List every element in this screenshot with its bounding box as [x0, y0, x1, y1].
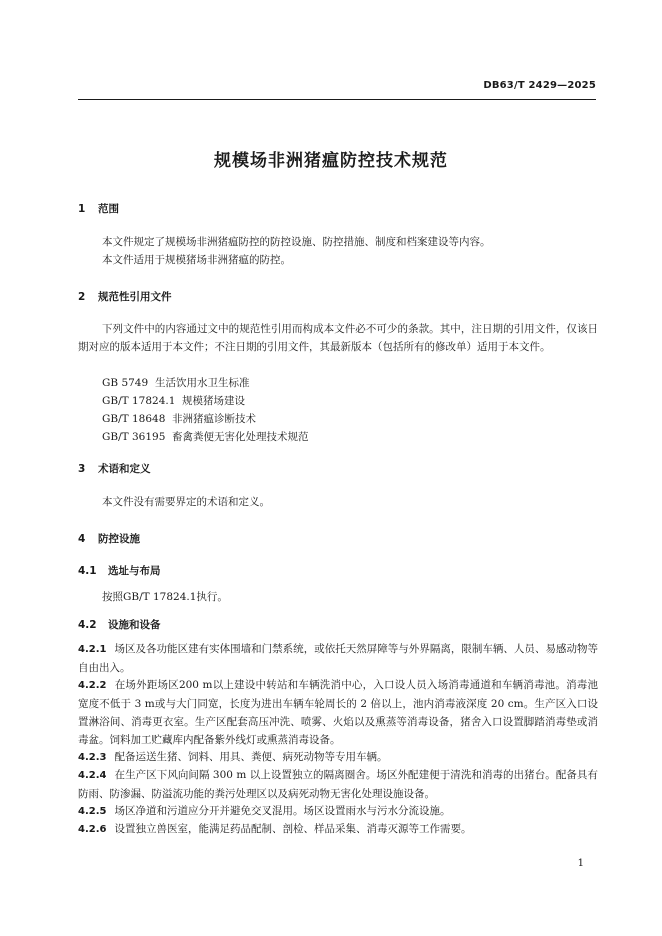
clause-4-2-3 — [78, 748, 598, 767]
clause-number: 4.2.3 — [78, 752, 107, 763]
paragraph-site-layout: 按照GB/T 17824.1执行。 — [102, 591, 228, 603]
subsection-heading-4-2 — [78, 617, 161, 632]
section-number: 3 — [78, 463, 86, 475]
reference-code: GB/T 36195 — [102, 431, 166, 443]
paragraph-scope-2: 本文件适用于规模猪场非洲猪瘟的防控。 — [102, 254, 291, 266]
section-number: 1 — [78, 203, 86, 215]
section-heading-2 — [78, 289, 172, 304]
reference-item — [102, 392, 245, 410]
section-heading-1 — [78, 201, 119, 216]
section-number: 4.1 — [78, 565, 97, 577]
clause-number: 4.2.2 — [78, 680, 107, 691]
section-title: 规范性引用文件 — [98, 291, 172, 303]
clause-text: 配备运送生猪、饲料、用具、粪便、病死动物等专用车辆。 — [114, 751, 388, 763]
reference-code: GB 5749 — [102, 377, 149, 389]
reference-item — [102, 374, 250, 392]
clause-number: 4.2.5 — [78, 806, 107, 817]
reference-code: GB/T 18648 — [102, 413, 166, 425]
reference-code: GB/T 17824.1 — [102, 395, 176, 407]
clause-text: 场区净道和污道应分开并避免交叉混用。场区设置雨水与污水分流设施。 — [114, 805, 451, 817]
clause-4-2-4 — [78, 766, 598, 803]
header-divider — [78, 99, 596, 100]
reference-name: 畜禽粪便无害化处理技术规范 — [172, 431, 309, 443]
clause-4-2-2 — [78, 676, 598, 749]
section-number: 4 — [78, 533, 86, 545]
clause-text: 场区及各功能区建有实体围墙和门禁系统，或依托天然屏障等与外界隔离，限制车辆、人员、易感动物等自由出入。 — [78, 643, 598, 674]
clause-4-2-5 — [78, 802, 598, 821]
clause-number: 4.2.6 — [78, 824, 107, 835]
clause-4-2-1 — [78, 640, 598, 677]
section-title: 范围 — [98, 203, 119, 215]
document-code: DB63/T 2429—2025 — [483, 80, 596, 91]
reference-item — [102, 410, 256, 428]
section-number: 2 — [78, 291, 86, 303]
paragraph-scope-1: 本文件规定了规模场非洲猪瘟防控的防控设施、防控措施、制度和档案建设等内容。 — [102, 236, 491, 248]
section-title: 防控设施 — [98, 533, 140, 545]
reference-name: 生活饮用水卫生标准 — [155, 377, 250, 389]
clause-text: 设置独立兽医室，能满足药品配制、剖检、样品采集、消毒灭源等工作需要。 — [114, 823, 472, 835]
clause-text: 在场外距场区200 m以上建设中转站和车辆洗消中心，入口设人员入场消毒通道和车辆消毒池。消毒池宽度不低于 3 m或与大门同宽，长度为进出车辆车轮周长的 2 倍以上，池内消毒液深度 20 cm。生产区入口设置淋浴间、消毒更衣室。生产区配套高压冲洗、喷雾、火焰以及熏蒸等消毒设备，猪舍入口设置脚踏消毒垫或消毒盆。饲料加工贮藏库内配备紫外线灯或熏蒸消毒设备。 — [78, 679, 598, 746]
section-heading-3 — [78, 461, 151, 476]
paragraph-terms: 本文件没有需要界定的术语和定义。 — [102, 496, 270, 508]
section-number: 4.2 — [78, 619, 97, 631]
section-heading-4 — [78, 531, 140, 546]
section-title: 设施和设备 — [108, 619, 161, 631]
subsection-heading-4-1 — [78, 563, 161, 578]
page-number: 1 — [577, 858, 584, 869]
reference-name: 规模猪场建设 — [182, 395, 245, 407]
section-title: 术语和定义 — [98, 463, 151, 475]
clause-number: 4.2.1 — [78, 644, 107, 655]
reference-name: 非洲猪瘟诊断技术 — [172, 413, 256, 425]
section-title: 选址与布局 — [108, 565, 161, 577]
reference-item — [102, 428, 309, 446]
paragraph-references: 下列文件中的内容通过文中的规范性引用而构成本文件必不可少的条款。其中，注日期的引用文件，仅该日期对应的版本适用于本文件；不注日期的引用文件，其最新版本（包括所有的修改单）适用于本文件。 — [78, 323, 598, 353]
document-title: 规模场非洲猪瘟防控技术规范 — [214, 151, 448, 171]
clause-text: 在生产区下风向间隔 300 m 以上设置独立的隔离圈舍。场区外配建便于清洗和消毒的出猪台。配备具有防雨、防渗漏、防溢流功能的粪污处理区以及病死动物无害化处理设施设备。 — [78, 769, 598, 800]
clause-number: 4.2.4 — [78, 770, 107, 781]
clause-4-2-6 — [78, 820, 598, 839]
